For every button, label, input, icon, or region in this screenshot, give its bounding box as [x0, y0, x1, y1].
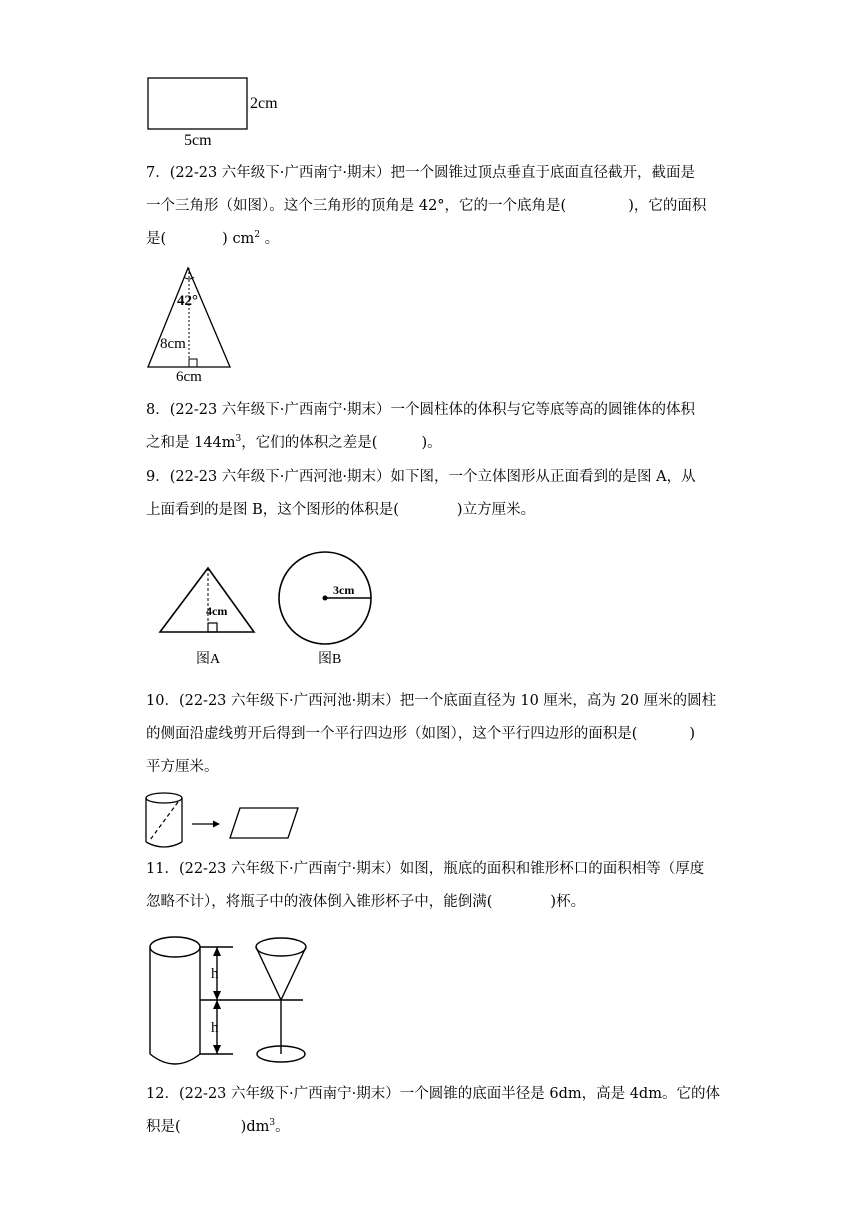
q8-number: 8．: [146, 402, 170, 418]
cylinder-cut-dashed: [150, 802, 178, 840]
figure-a-caption: 图A: [196, 652, 221, 667]
arrow-top-down: [213, 991, 221, 1000]
q8-line-1: [146, 394, 721, 427]
q7-text-3b: ) cm: [222, 231, 255, 247]
q10-line-3: [146, 751, 721, 784]
q11-text-2a: 忽略不计），将瓶子中的液体倒入锥形杯子中，能倒满(: [146, 894, 493, 910]
transform-arrow-head: [213, 821, 220, 828]
q7-text-3a: 是(: [146, 231, 167, 247]
q9-text-2b: )立方厘米。: [456, 502, 536, 518]
arrow-bottom-up: [213, 1000, 221, 1009]
q8-text-2c: )。: [421, 435, 442, 451]
q9-line-1: [146, 461, 721, 494]
q8-text-2b: ，它们的体积之差是(: [241, 435, 378, 451]
q7-text-3c: 。: [260, 231, 280, 247]
q9-figures: [150, 548, 390, 673]
q9-text-1: (22-23 六年级下·广西河池·期末）如下图，一个立体图形从正面看到的是图 A，从: [169, 469, 696, 485]
q10-text-2a: 的侧面沿虚线剪开后得到一个平行四边形（如图），这个平行四边形的面积是(: [146, 726, 638, 742]
q11-text-2b: )杯。: [550, 894, 586, 910]
rectangle-width-label: 5cm: [184, 132, 212, 149]
q8-text-1: (22-23 六年级下·广西南宁·期末）一个圆柱体的体积与它等底等高的圆锥体的体积: [169, 402, 696, 418]
q12-line-1: [146, 1078, 721, 1111]
question-11: [146, 853, 721, 919]
question-8: [146, 394, 721, 460]
figure-b-caption: 图B: [318, 652, 342, 667]
q12-text-1: (22-23 六年级下·广西南宁·期末）一个圆锥的底面半径是 6dm，高是 4dm。它的体: [178, 1086, 720, 1102]
figure-a-right-angle-mark: [208, 623, 217, 632]
figure-b-radius-label: 3cm: [333, 583, 355, 597]
q11-figure: [145, 930, 315, 1070]
q7-text-2a: 一个三角形（如图）。这个三角形的顶角是 42°，它的一个底角是(: [146, 198, 567, 214]
bottle-bottom: [150, 1054, 200, 1064]
question-7: [146, 157, 721, 256]
q7-text-1: (22-23 六年级下·广西南宁·期末）把一个圆锥过顶点垂直于底面直径截开，截面是: [169, 165, 696, 181]
q12-number: 12．: [146, 1086, 179, 1102]
q11-text-1: (22-23 六年级下·广西南宁·期末）如图，瓶底的面积和锥形杯口的面积相等（厚度: [178, 861, 705, 877]
cylinder-bottom: [146, 842, 182, 847]
q10-number: 10．: [146, 693, 179, 709]
rectangle-shape: [148, 78, 247, 129]
bottle-top: [150, 937, 200, 957]
q12-line-2: [146, 1111, 721, 1144]
rectangle-figure: [140, 70, 290, 150]
q10-line-1: [146, 685, 721, 718]
q9-line-2: [146, 494, 721, 527]
q10-text-3: 平方厘米。: [146, 759, 219, 775]
apex-angle-label: 42°: [177, 293, 198, 309]
slant-side-label: 8cm: [160, 336, 186, 352]
question-12: [146, 1078, 721, 1144]
figure-a-triangle: [160, 568, 254, 632]
arrow-bottom-down: [213, 1045, 221, 1054]
rectangle-height-label: 2cm: [250, 95, 278, 112]
cone-cup-rim: [256, 938, 306, 956]
q7-line-2: [146, 190, 721, 223]
q7-triangle-figure: [140, 262, 250, 384]
parallelogram-shape: [230, 808, 298, 838]
q8-line-2: [146, 427, 721, 460]
cylinder-top: [146, 793, 182, 803]
q7-line-1: [146, 157, 721, 190]
q8-unit-superscript: 3: [235, 434, 242, 445]
right-angle-mark: [189, 359, 197, 367]
q12-unit-superscript: 3: [269, 1118, 276, 1129]
arrow-top-up: [213, 947, 221, 956]
q12-text-2c: 。: [275, 1119, 290, 1135]
q7-line-3: [146, 223, 721, 256]
q7-number: 7．: [146, 165, 170, 181]
q7-text-2b: )，它的面积: [628, 198, 707, 214]
q7-unit-superscript: 2: [254, 230, 261, 241]
question-10: [146, 685, 721, 784]
triangle-base-label: 6cm: [176, 369, 202, 385]
q11-line-2: [146, 886, 721, 919]
figure-a-height-label: 4cm: [206, 604, 228, 618]
q12-text-2a: 积是(: [146, 1119, 181, 1135]
q12-text-2b: )dm: [240, 1119, 270, 1135]
q10-figure: [140, 788, 310, 852]
question-9: [146, 461, 721, 527]
q10-line-2: [146, 718, 721, 751]
q11-number: 11．: [146, 861, 179, 877]
q9-text-2a: 上面看到的是图 B，这个图形的体积是(: [146, 502, 399, 518]
q10-text-2b: ): [689, 726, 696, 742]
q10-text-1: (22-23 六年级下·广西河池·期末）把一个底面直径为 10 厘米，高为 20 厘米的圆柱: [178, 693, 717, 709]
q11-line-1: [146, 853, 721, 886]
dimension-h-bottom-label: h: [211, 1020, 219, 1036]
q9-number: 9．: [146, 469, 170, 485]
dimension-h-top-label: h: [211, 966, 219, 982]
q8-text-2a: 之和是 144m: [146, 435, 236, 451]
